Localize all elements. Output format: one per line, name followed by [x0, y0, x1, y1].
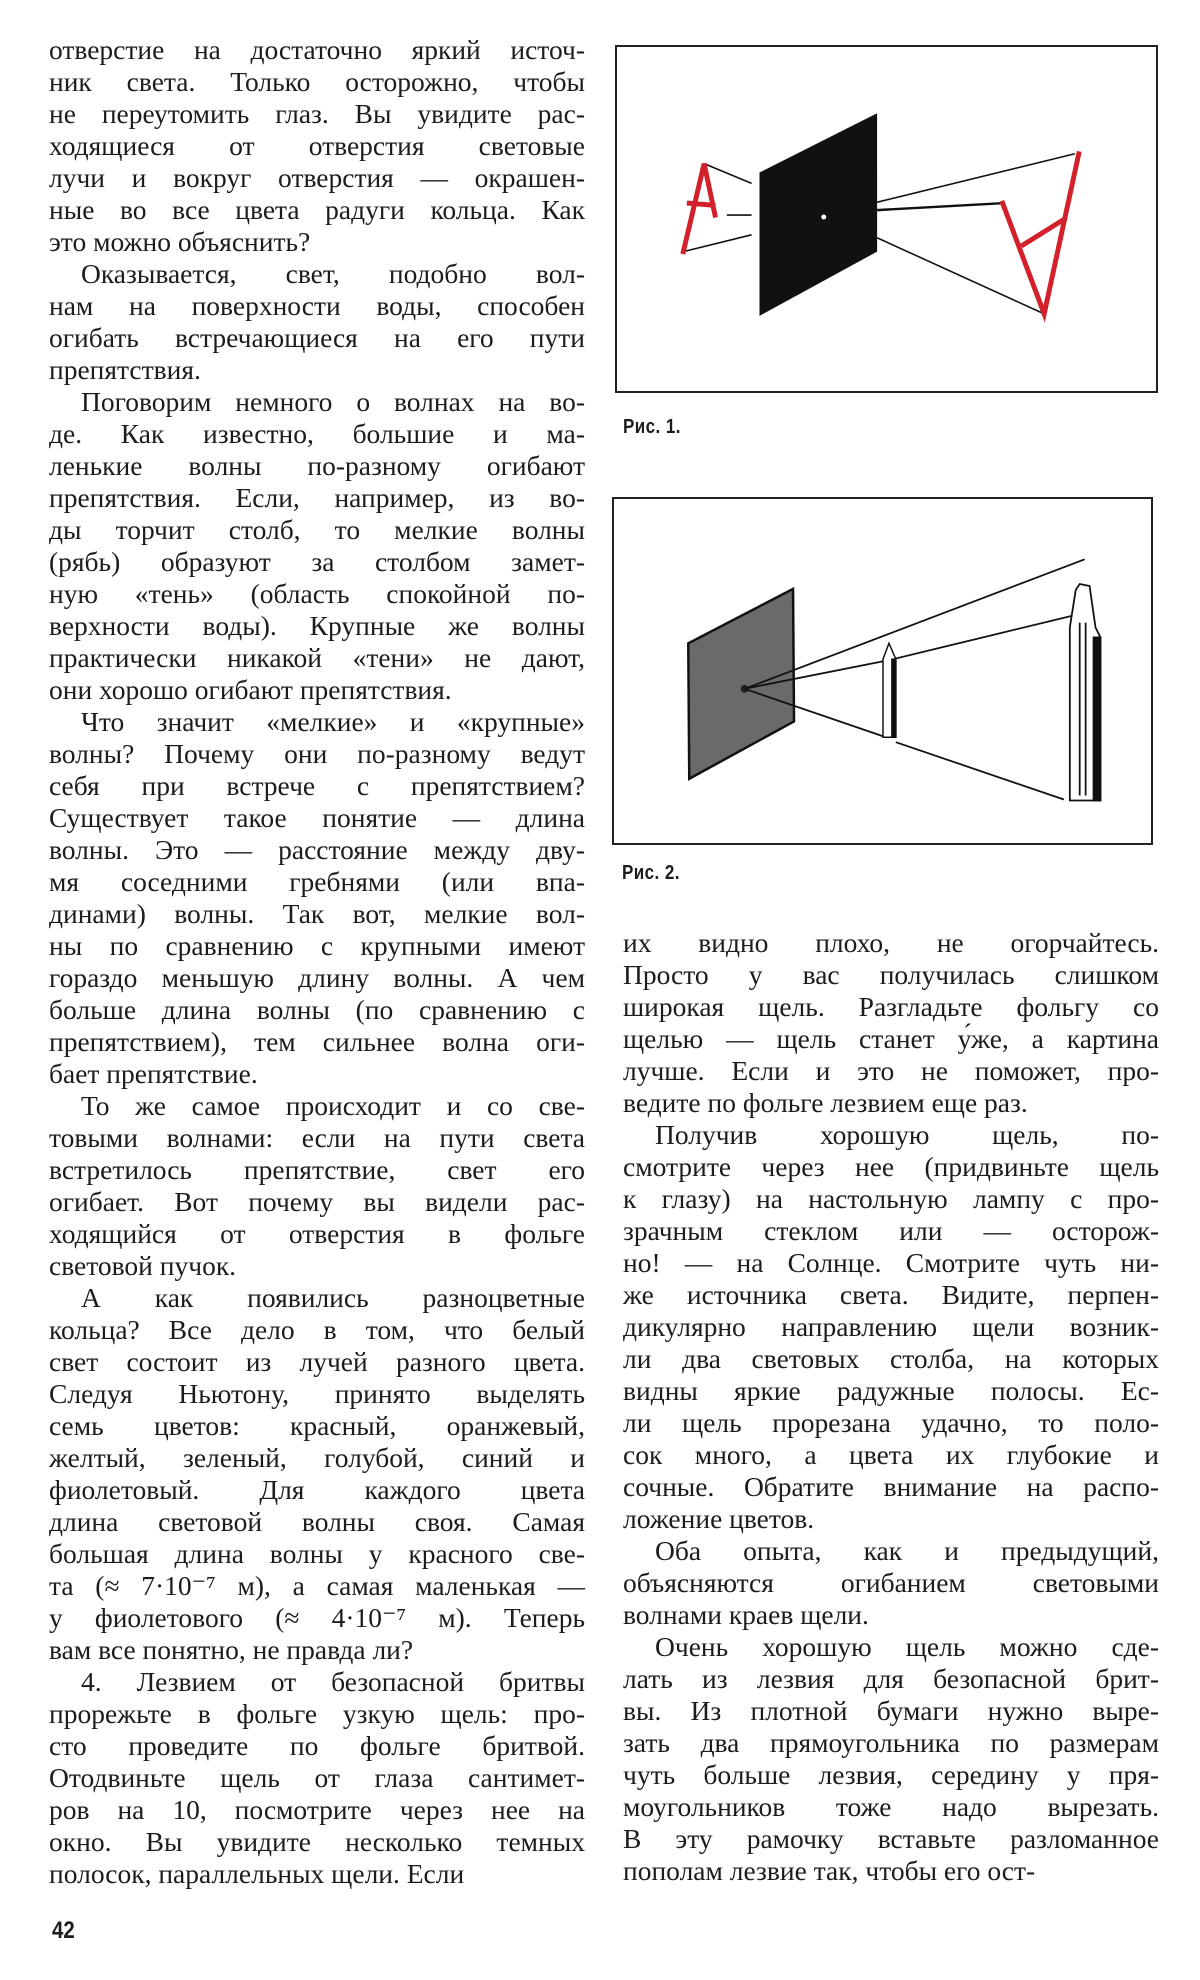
text-line: желтый, зеленый, голубой, синий и: [49, 1442, 585, 1473]
figure-2: [612, 497, 1153, 845]
text-line: вы. Из плотной бумаги нужно выре-: [623, 1695, 1159, 1726]
paragraph: [623, 1535, 1159, 1631]
text-line: лать из лезвия для безопасной брит-: [623, 1663, 1159, 1694]
gray-screen: [688, 589, 794, 779]
text-line: ходящийся от отверстия в фольге: [49, 1218, 585, 1249]
text-line: они хорошо огибают препятствия.: [49, 674, 452, 705]
text-line: щелью — щель станет у́же, а картина: [623, 1023, 1159, 1054]
text-line: препятствия. Если, например, из во-: [49, 482, 585, 513]
text-line: мя соседними гребнями (или впа-: [49, 866, 585, 897]
paragraph: [49, 258, 585, 386]
large-pencil: [1070, 584, 1101, 800]
text-line: Отодвиньте щель от глаза сантимет-: [49, 1762, 585, 1793]
black-screen: [759, 113, 877, 316]
text-line: Получив хорошую щель, по-: [655, 1119, 1159, 1150]
text-line: А как появились разноцветные: [81, 1282, 585, 1313]
text-line: встретилось препятствие, свет его: [49, 1154, 585, 1185]
text-line: динами) волны. Так вот, мелкие вол-: [49, 898, 585, 929]
text-line: лучше. Если и это не поможет, про-: [623, 1055, 1159, 1086]
text-line: Просто у вас получилась слишком: [623, 959, 1159, 990]
right-text-column: [623, 927, 1159, 1887]
text-line: но! — на Солнце. Смотрите чуть ни-: [623, 1247, 1159, 1278]
text-line: объясняются огибанием световыми: [623, 1567, 1159, 1598]
text-line: ны по сравнению с крупными имеют: [49, 930, 585, 961]
paragraph: [49, 706, 585, 1090]
text-line: сок много, а цвета их глубокие и: [623, 1439, 1159, 1470]
small-pencil: [883, 643, 896, 737]
text-line: бает препятствие.: [49, 1058, 258, 1089]
text-line: товыми волнами: если на пути света: [49, 1122, 585, 1153]
text-line: моугольников тоже надо вырезать.: [623, 1791, 1159, 1822]
text-line: волны? Почему они по-разному ведут: [49, 738, 585, 769]
page-number: 42: [52, 1917, 75, 1944]
text-line: ды торчит столб, то мелкие волны: [49, 514, 585, 545]
text-line: себя при встрече с препятствием?: [49, 770, 585, 801]
text-line: Оба опыта, как и предыдущий,: [655, 1535, 1159, 1566]
text-line: Очень хорошую щель можно сде-: [655, 1631, 1159, 1662]
text-line: большая длина волны у красного све-: [49, 1538, 585, 1569]
text-line: же источника света. Видите, перпен-: [623, 1279, 1159, 1310]
text-line: волнами краев щели.: [623, 1599, 869, 1630]
text-line: ную «тень» (область спокойной по-: [49, 578, 585, 609]
text-line: к глазу) на настольную лампу с про-: [623, 1183, 1159, 1214]
text-line: Что значит «мелкие» и «крупные»: [81, 706, 585, 737]
figure-1: [615, 45, 1158, 393]
paragraph: [49, 34, 585, 258]
text-line: та (≈ 7·10⁻⁷ м), а самая маленькая —: [49, 1570, 585, 1601]
pinhole: [821, 215, 826, 220]
text-line: де. Как известно, большие и ма-: [49, 418, 585, 449]
text-line: верхности воды). Крупные же волны: [49, 610, 585, 641]
text-line: ник света. Только осторожно, чтобы: [49, 66, 585, 97]
text-line: практически никакой «тени» не дают,: [49, 642, 585, 673]
text-line: нам на поверхности воды, способен: [49, 290, 585, 321]
text-line: смотрите через нее (придвиньте щель: [623, 1151, 1159, 1182]
pinhole-projection-pencils-diagram-icon: [614, 499, 1151, 843]
paragraph: [49, 386, 585, 706]
text-line: не переутомить глаз. Вы увидите рас-: [49, 98, 585, 129]
text-line: световой пучок.: [49, 1250, 237, 1281]
text-line: То же самое происходит и со све-: [81, 1090, 585, 1121]
text-line: 4. Лезвием от безопасной бритвы: [81, 1666, 585, 1697]
text-line: прорежьте в фольге узкую щель: про-: [49, 1698, 585, 1729]
text-line: окно. Вы увидите несколько темных: [49, 1826, 585, 1857]
text-line: широкая щель. Разгладьте фольгу со: [623, 991, 1159, 1022]
text-line: Существует такое понятие — длина: [49, 802, 585, 833]
figure-1-caption: Рис. 1.: [623, 416, 681, 438]
text-line: дикулярно направлению щели возник-: [623, 1311, 1159, 1342]
text-line: фиолетовый. Для каждого цвета: [49, 1474, 585, 1505]
text-line: волны. Это — расстояние между дву-: [49, 834, 585, 865]
text-line: лучи и вокруг отверстия — окрашен-: [49, 162, 585, 193]
text-line: свет состоит из лучей разного цвета.: [49, 1346, 585, 1377]
text-line: отверстие на достаточно яркий источ-: [49, 34, 585, 65]
text-line: препятствия.: [49, 354, 201, 385]
paragraph: [623, 927, 1159, 1119]
text-line: ходящиеся от отверстия световые: [49, 130, 585, 161]
figure-2-caption: Рис. 2.: [622, 862, 680, 884]
text-line: длина световой волны своя. Самая: [49, 1506, 585, 1537]
text-line: препятствием), тем сильнее волна оги-: [49, 1026, 585, 1057]
text-line: сочные. Обратите внимание на распо-: [623, 1471, 1159, 1502]
paragraph: [623, 1119, 1159, 1535]
text-line: В эту рамочку вставьте разломанное: [623, 1823, 1159, 1854]
text-line: гораздо меньшую длину волны. А чем: [49, 962, 585, 993]
paragraph: [49, 1090, 585, 1282]
paragraph: [49, 1666, 585, 1890]
text-line: вам все понятно, не правда ли?: [49, 1634, 414, 1665]
text-line: ли два световых столба, на которых: [623, 1343, 1159, 1374]
text-line: кольца? Все дело в том, что белый: [49, 1314, 585, 1345]
text-line: ведите по фольге лезвием еще раз.: [623, 1087, 1028, 1118]
text-line: чуть больше лезвия, середину у пря-: [623, 1759, 1159, 1790]
text-line: видны яркие радужные полосы. Ес-: [623, 1375, 1159, 1406]
text-line: зрачным стеклом или — осторож-: [623, 1215, 1159, 1246]
text-line: зать два прямоугольника по размерам: [623, 1727, 1159, 1758]
text-line: их видно плохо, не огорчайтесь.: [623, 927, 1159, 958]
pinhole-inverted-image-diagram-icon: [617, 47, 1156, 391]
text-line: семь цветов: красный, оранжевый,: [49, 1410, 585, 1441]
text-line: пополам лезвие так, чтобы его ост-: [623, 1855, 1036, 1886]
text-line: это можно объяснить?: [49, 226, 311, 257]
paragraph: [623, 1631, 1159, 1887]
text-line: Поговорим немного о волнах на во-: [81, 386, 585, 417]
text-line: больше длина волны (по сравнению с: [49, 994, 585, 1025]
text-line: сто проведите по фольге бритвой.: [49, 1730, 585, 1761]
text-line: ленькие волны по-разному огибают: [49, 450, 585, 481]
paragraph: [49, 1282, 585, 1666]
text-line: (рябь) образуют за столбом замет-: [49, 546, 585, 577]
letter-a-object: [683, 164, 715, 252]
text-line: Следуя Ньютону, принято выделять: [49, 1378, 585, 1409]
text-line: ные во все цвета радуги кольца. Как: [49, 194, 585, 225]
text-line: ложение цветов.: [623, 1503, 815, 1534]
left-text-column: [49, 34, 585, 1890]
text-line: ли щель прорезана удачно, то поло-: [623, 1407, 1159, 1438]
text-line: ров на 10, посмотрите через нее на: [49, 1794, 585, 1825]
text-line: у фиолетового (≈ 4·10⁻⁷ м). Теперь: [49, 1602, 585, 1633]
text-line: огибает. Вот почему вы видели рас-: [49, 1186, 585, 1217]
text-line: огибать встречающиеся на его пути: [49, 322, 585, 353]
text-line: Оказывается, свет, подобно вол-: [81, 258, 585, 289]
text-line: полосок, параллельных щели. Если: [49, 1858, 465, 1889]
